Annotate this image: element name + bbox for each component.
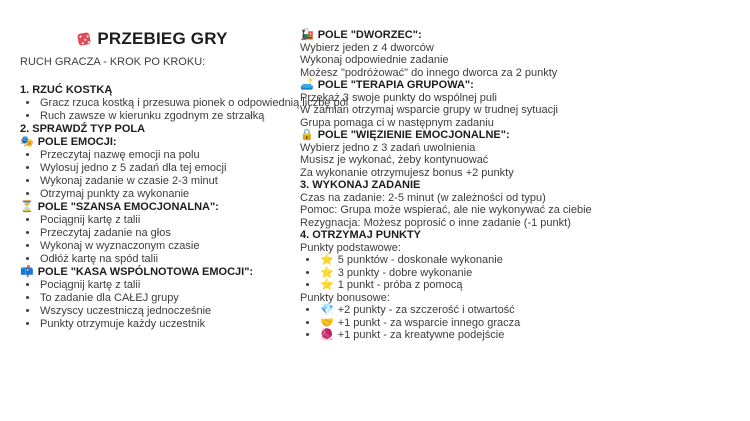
bullet-item: • Otrzymaj punkty za wykonanie xyxy=(39,188,382,201)
couch-icon: 🛋️ xyxy=(300,79,314,91)
bullet-item: • 💎 +2 punkty - za szczerość i otwartość xyxy=(319,304,640,317)
star-icon: ⭐ xyxy=(320,279,334,291)
bullet-item: • Wykonaj zadanie w czasie 2-3 minut xyxy=(39,175,382,188)
theater-masks-icon: 🎭 xyxy=(20,136,34,148)
bullet-item: • 🤝 +1 punkt - za wsparcie innego gracza xyxy=(319,317,640,330)
text-line: Wybierz jedno z 3 zadań uwolnienia xyxy=(300,141,476,154)
text-line: Wybierz jeden z 4 dworców xyxy=(300,41,434,54)
text-line: Przekaż 3 swoje punkty do wspólnej puli xyxy=(300,91,497,104)
field-label: POLE EMOCJI: xyxy=(37,136,117,148)
field-header xyxy=(300,29,640,42)
section-heading: 2. SPRAWDŹ TYP POLA xyxy=(20,123,146,135)
field-label: POLE "WIĘZIENIE EMOCJONALNE": xyxy=(317,129,510,141)
right-column xyxy=(300,29,640,342)
field-header xyxy=(300,129,640,142)
bullet-item: • 🧶 +1 punkt - za kreatywne podejście xyxy=(319,329,640,342)
mailbox-icon: 📫 xyxy=(20,266,34,278)
bullet-list xyxy=(300,254,640,292)
gem-icon: 💎 xyxy=(320,304,334,316)
page-subtitle: RUCH GRACZA - KROK PO KROKU: xyxy=(20,56,206,68)
text-line: W zamian otrzymaj wsparcie grupy w trudnej sytuacji xyxy=(300,104,558,116)
right-sections xyxy=(300,29,640,342)
star-icon: ⭐ xyxy=(320,266,334,279)
page-title-text: PRZEBIEG GRY xyxy=(97,29,228,48)
bullet-item: • Odłóż kartę na spód talii xyxy=(39,253,382,266)
text-line: Za wykonanie otrzymujesz bonus +2 punkty xyxy=(300,166,514,179)
yarn-icon: 🧶 xyxy=(320,329,334,341)
bullet-item: • Wylosuj jedno z 5 zadań dla tej emocji xyxy=(39,162,382,175)
star-icon: ⭐ xyxy=(320,254,334,266)
text-line: Punkty bonusowe: xyxy=(300,291,390,304)
bullet-item: • ⭐ 5 punktów - doskonałe wykonanie xyxy=(319,254,640,267)
bullet-item: • Wszyscy uczestniczą jednocześnie xyxy=(39,305,382,318)
bullet-list xyxy=(300,304,640,342)
field-header xyxy=(300,79,640,92)
section-heading: 4. OTRZYMAJ PUNKTY xyxy=(300,229,422,241)
bullet-item: • Pociągnij kartę z talii xyxy=(39,214,382,227)
bullet-item: • Przeczytaj nazwę emocji na polu xyxy=(39,149,382,162)
game-die-icon xyxy=(77,32,91,46)
field-label: POLE "TERAPIA GRUPOWA": xyxy=(317,79,474,91)
bullet-item: • To zadanie dla CAŁEJ grupy xyxy=(39,292,382,305)
bullet-item: • Przeczytaj zadanie na głos xyxy=(39,227,382,240)
field-label: POLE "SZANSA EMOCJONALNA": xyxy=(37,201,219,213)
field-label: POLE "DWORZEC": xyxy=(317,29,422,41)
section-heading: 1. RZUĆ KOSTKĄ xyxy=(20,84,113,96)
text-line: Pomoc: Grupa może wspierać, ale nie wykonywać za ciebie xyxy=(300,204,592,216)
bullet-item: • ⭐ 1 punkt - próba z pomocą xyxy=(319,279,640,292)
lock-icon: 🔒 xyxy=(300,129,314,141)
bullet-item: • ⭐ 3 punkty - dobre wykonanie xyxy=(319,267,640,280)
text-line: Musisz je wykonać, żeby kontynuować xyxy=(300,154,489,166)
bullet-item: • Gracz rzuca kostką i przesuwa pionek o odpowiednią liczbę pól xyxy=(39,97,382,110)
section-heading: 3. WYKONAJ ZADANIE xyxy=(300,179,421,191)
text-line: Możesz "podróżować" do innego dworca za 2 punkty xyxy=(300,66,558,79)
bullet-item: • Ruch zawsze w kierunku zgodnym ze strzałką xyxy=(39,110,382,123)
page-title xyxy=(20,28,286,49)
text-line: Grupa pomaga ci w następnym zadaniu xyxy=(300,116,494,129)
bullet-item: • Punkty otrzymuje każdy uczestnik xyxy=(39,318,382,331)
text-line: Wykonaj odpowiednie zadanie xyxy=(300,54,449,66)
field-label: POLE "KASA WSPÓLNOTOWA EMOCJI": xyxy=(37,266,254,278)
bullet-item: • Wykonaj w wyznaczonym czasie xyxy=(39,240,382,253)
handshake-icon: 🤝 xyxy=(320,316,334,329)
locomotive-icon: 🚂 xyxy=(300,29,314,41)
text-line: Czas na zadanie: 2-5 minut (w zależności od typu) xyxy=(300,191,546,204)
bullet-item: • Pociągnij kartę z talii xyxy=(39,279,382,292)
hourglass-icon: ⏳ xyxy=(20,201,34,213)
text-line: Punkty podstawowe: xyxy=(300,241,401,254)
text-line: Rezygnacja: Możesz poprosić o inne zadanie (-1 punkt) xyxy=(300,216,571,229)
